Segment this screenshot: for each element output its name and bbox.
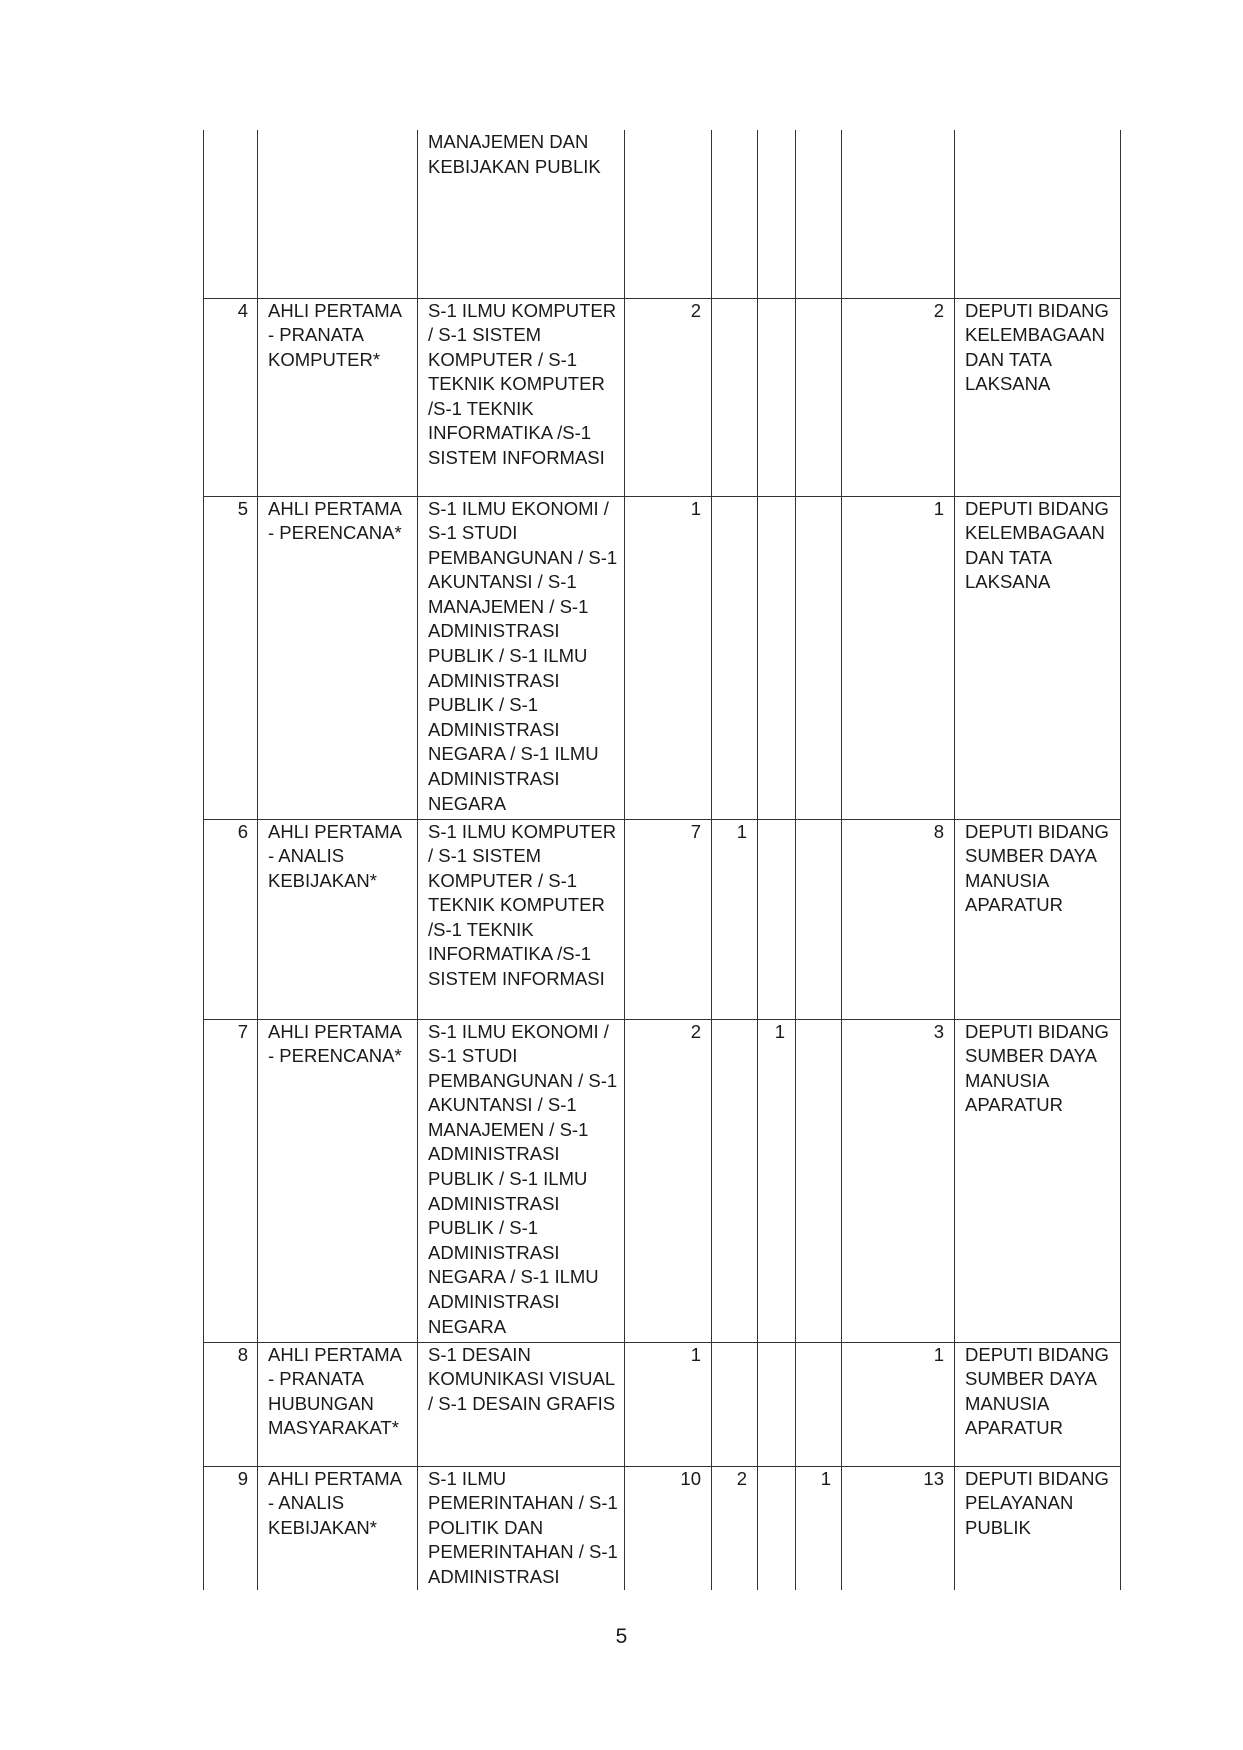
qualification: S-1 ILMU KOMPUTER / S-1 SISTEM KOMPUTER / S-1 TEKNIK KOMPUTER /S-1 TEKNIK INFORMATIKA /S-1 SISTEM INFORMASI (418, 819, 625, 1019)
position-name: AHLI PERTAMA - ANALIS KEBIJAKAN* (258, 1466, 418, 1590)
table-row (204, 1342, 1121, 1466)
count-4 (796, 819, 842, 1019)
table-row (204, 298, 1121, 496)
count-4 (796, 298, 842, 496)
qualification: S-1 ILMU PEMERINTAHAN / S-1 POLITIK DAN PEMERINTAHAN / S-1 ADMINISTRASI (418, 1466, 625, 1590)
count-1: 1 (625, 496, 712, 819)
row-number: 9 (204, 1466, 258, 1590)
count-1: 2 (625, 1019, 712, 1342)
qualification: S-1 DESAIN KOMUNIKASI VISUAL / S-1 DESAIN GRAFIS (418, 1342, 625, 1466)
count-4 (796, 496, 842, 819)
count-1: 7 (625, 819, 712, 1019)
count-4 (796, 130, 842, 298)
position-name: AHLI PERTAMA - PRANATA HUBUNGAN MASYARAKAT* (258, 1342, 418, 1466)
table-row (204, 1466, 1121, 1590)
count-total: 13 (842, 1466, 955, 1590)
count-3: 1 (758, 1019, 796, 1342)
count-2 (712, 1019, 758, 1342)
count-3 (758, 1342, 796, 1466)
count-3 (758, 298, 796, 496)
qualification: S-1 ILMU EKONOMI / S-1 STUDI PEMBANGUNAN / S-1 AKUNTANSI / S-1 MANAJEMEN / S-1 ADMINISTRASI PUBLIK / S-1 ILMU ADMINISTRASI PUBLIK / S-1 ADMINISTRASI NEGARA / S-1 ILMU ADMINISTRASI NEGARA (418, 1019, 625, 1342)
count-2: 2 (712, 1466, 758, 1590)
count-2: 1 (712, 819, 758, 1019)
page-number: 5 (615, 1625, 628, 1648)
count-total: 2 (842, 298, 955, 496)
qualification: S-1 ILMU KOMPUTER / S-1 SISTEM KOMPUTER / S-1 TEKNIK KOMPUTER /S-1 TEKNIK INFORMATIKA /S-1 SISTEM INFORMASI (418, 298, 625, 496)
count-total (842, 130, 955, 298)
count-total: 3 (842, 1019, 955, 1342)
qualification: S-1 ILMU EKONOMI / S-1 STUDI PEMBANGUNAN / S-1 AKUNTANSI / S-1 MANAJEMEN / S-1 ADMINISTRASI PUBLIK / S-1 ILMU ADMINISTRASI PUBLIK / S-1 ADMINISTRASI NEGARA / S-1 ILMU ADMINISTRASI NEGARA (418, 496, 625, 819)
row-number: 5 (204, 496, 258, 819)
row-number: 8 (204, 1342, 258, 1466)
count-1: 1 (625, 1342, 712, 1466)
count-3 (758, 1466, 796, 1590)
count-2 (712, 298, 758, 496)
table-row (204, 130, 1121, 298)
count-4 (796, 1019, 842, 1342)
position-name: AHLI PERTAMA - ANALIS KEBIJAKAN* (258, 819, 418, 1019)
count-1 (625, 130, 712, 298)
count-4 (796, 1342, 842, 1466)
work-unit: DEPUTI BIDANG SUMBER DAYA MANUSIA APARATUR (955, 1019, 1121, 1342)
row-number: 7 (204, 1019, 258, 1342)
row-number (204, 130, 258, 298)
count-4: 1 (796, 1466, 842, 1590)
position-name: AHLI PERTAMA - PERENCANA* (258, 1019, 418, 1342)
work-unit: DEPUTI BIDANG SUMBER DAYA MANUSIA APARATUR (955, 1342, 1121, 1466)
table-row (204, 819, 1121, 1019)
formation-table (203, 130, 1121, 1590)
position-name (258, 130, 418, 298)
count-1: 2 (625, 298, 712, 496)
count-2 (712, 1342, 758, 1466)
count-2 (712, 496, 758, 819)
work-unit: DEPUTI BIDANG KELEMBAGAAN DAN TATA LAKSANA (955, 496, 1121, 819)
work-unit (955, 130, 1121, 298)
work-unit: DEPUTI BIDANG PELAYANAN PUBLIK (955, 1466, 1121, 1590)
count-2 (712, 130, 758, 298)
row-number: 4 (204, 298, 258, 496)
work-unit: DEPUTI BIDANG KELEMBAGAAN DAN TATA LAKSANA (955, 298, 1121, 496)
position-name: AHLI PERTAMA - PERENCANA* (258, 496, 418, 819)
count-total: 1 (842, 1342, 955, 1466)
table-row (204, 1019, 1121, 1342)
row-number: 6 (204, 819, 258, 1019)
work-unit: DEPUTI BIDANG SUMBER DAYA MANUSIA APARATUR (955, 819, 1121, 1019)
position-name: AHLI PERTAMA - PRANATA KOMPUTER* (258, 298, 418, 496)
count-total: 1 (842, 496, 955, 819)
qualification: MANAJEMEN DAN KEBIJAKAN PUBLIK (418, 130, 625, 298)
count-total: 8 (842, 819, 955, 1019)
count-3 (758, 496, 796, 819)
table-row (204, 496, 1121, 819)
count-3 (758, 130, 796, 298)
count-3 (758, 819, 796, 1019)
count-1: 10 (625, 1466, 712, 1590)
